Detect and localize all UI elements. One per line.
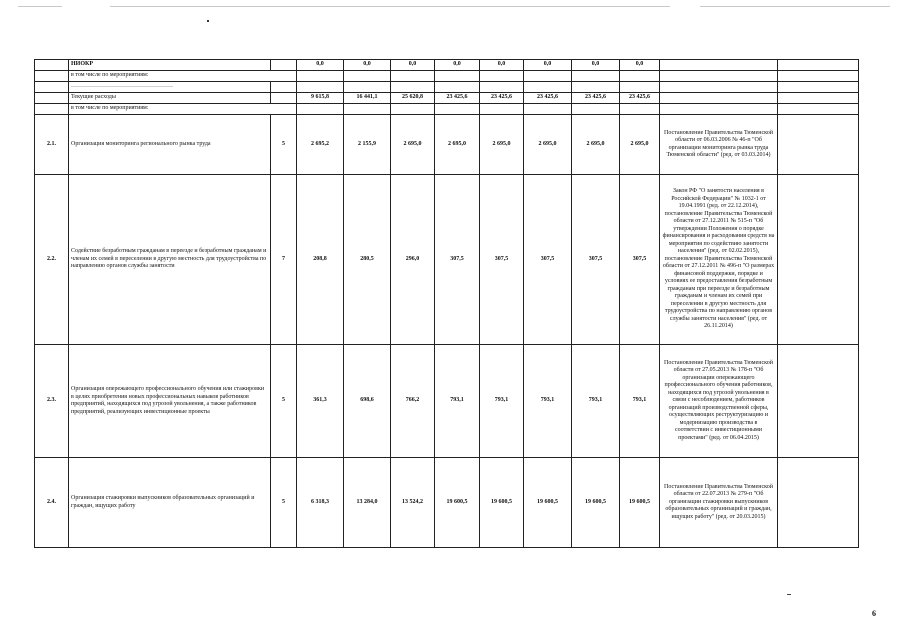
value-cell: 793,1 [572, 345, 620, 458]
value-cell: 19 600,5 [524, 458, 572, 548]
value-cell [391, 82, 435, 93]
value-cell: 307,5 [572, 175, 620, 345]
value-cell: 23 425,6 [620, 93, 660, 104]
row-label: в том числе по мероприятиям: [69, 104, 297, 115]
cell-extra [778, 71, 859, 82]
row-label: НИОКР [69, 60, 271, 71]
row-code: 7 [271, 175, 297, 345]
cell-extra [778, 175, 859, 345]
value-cell: 307,5 [435, 175, 480, 345]
scan-mark [787, 594, 791, 595]
value-cell [435, 104, 480, 115]
value-cell [391, 71, 435, 82]
value-cell: 25 620,8 [391, 93, 435, 104]
cell-ref [660, 71, 778, 82]
value-cell: 19 600,5 [572, 458, 620, 548]
value-cell: 0,0 [297, 60, 344, 71]
table-row-niokr [35, 60, 859, 71]
value-cell: 23 425,6 [480, 93, 524, 104]
row-label: Организация мониторинга регионального рынка труда [69, 115, 271, 175]
value-cell: 307,5 [480, 175, 524, 345]
cell-extra [778, 458, 859, 548]
cell-idx [35, 93, 69, 104]
value-cell: 361,3 [297, 345, 344, 458]
cell-idx [35, 104, 69, 115]
value-cell: 2 695,2 [297, 115, 344, 175]
value-cell: 9 615,8 [297, 93, 344, 104]
value-cell [572, 104, 620, 115]
value-cell [620, 104, 660, 115]
row-label: Организация опережающего профессионального обучения или стажировки в целях приобретения новых профессиональных навыков работников предприятий, находящихся под угрозой увольнения, а также работников предприятий, реализующих инвестиционные проекты [69, 345, 271, 458]
cell-code [271, 93, 297, 104]
value-cell: 2 695,0 [391, 115, 435, 175]
value-cell: 23 425,6 [435, 93, 480, 104]
row-code: 5 [271, 458, 297, 548]
cell-extra [778, 345, 859, 458]
value-cell: 2 155,9 [344, 115, 391, 175]
cell-ref [660, 93, 778, 104]
value-cell: 2 695,0 [572, 115, 620, 175]
value-cell [480, 71, 524, 82]
value-cell [435, 71, 480, 82]
scan-speck [207, 20, 209, 22]
value-cell [391, 104, 435, 115]
value-cell: 19 600,5 [435, 458, 480, 548]
cell-idx [35, 82, 69, 93]
value-cell: 13 284,0 [344, 458, 391, 548]
value-cell [524, 104, 572, 115]
row-index: 2.1. [35, 115, 69, 175]
value-cell: 23 425,6 [572, 93, 620, 104]
table-row-2-2 [35, 175, 859, 345]
table-row-2-1 [35, 115, 859, 175]
value-cell: 2 695,0 [480, 115, 524, 175]
legal-basis: Постановление Правительства Тюменской области от 27.05.2013 № 178-п "Об организации опережающего профессионального обучения работников, находящихся под угрозой увольнения в связи с несоблюдением, работников организаций производственной сферы, осуществляющих реструктуризацию и модернизацию производства в соответствии с инвестиционными проектами" (ред. от 06.04.2015) [660, 345, 778, 458]
row-code: 5 [271, 115, 297, 175]
cell-code [271, 82, 297, 93]
value-cell: 766,2 [391, 345, 435, 458]
table-row-2-4 [35, 458, 859, 548]
cell-idx [35, 71, 69, 82]
table-row-dots [35, 82, 859, 93]
value-cell [480, 82, 524, 93]
row-label: …………………………………………… [69, 82, 271, 93]
cell-ref [660, 104, 778, 115]
value-cell: 2 695,0 [524, 115, 572, 175]
value-cell: 698,6 [344, 345, 391, 458]
value-cell [620, 82, 660, 93]
cell-code [271, 60, 297, 71]
value-cell [297, 71, 344, 82]
value-cell [480, 104, 524, 115]
value-cell: 19 600,5 [620, 458, 660, 548]
value-cell [572, 71, 620, 82]
value-cell [344, 82, 391, 93]
row-index: 2.4. [35, 458, 69, 548]
row-label: Содействие безработным гражданам в переезде и безработным гражданам и членам их семей в переселении в другую местность для трудоустройства по направлению органов службы занятости [69, 175, 271, 345]
value-cell [620, 71, 660, 82]
value-cell: 2 695,0 [620, 115, 660, 175]
value-cell: 0,0 [435, 60, 480, 71]
table-row-incl [35, 71, 859, 82]
cell-extra [778, 93, 859, 104]
value-cell [344, 71, 391, 82]
program-table [34, 59, 859, 548]
cell-extra [778, 104, 859, 115]
top-rule-right [700, 6, 890, 7]
top-rule-left [18, 6, 62, 7]
value-cell: 793,1 [620, 345, 660, 458]
value-cell: 13 524,2 [391, 458, 435, 548]
value-cell: 307,5 [620, 175, 660, 345]
value-cell [435, 82, 480, 93]
value-cell: 307,5 [524, 175, 572, 345]
row-index: 2.3. [35, 345, 69, 458]
value-cell: 2 695,0 [435, 115, 480, 175]
cell-ref [660, 82, 778, 93]
value-cell: 793,1 [480, 345, 524, 458]
cell-extra [778, 82, 859, 93]
legal-basis: Закон РФ "О занятости населения в Российской Федерации" № 1032-1 от 19.04.1991 (ред. от 22.12.2014), постановление Правительства Тюменской области от 27.12.2011 № 515-п "Об утверждении Положения о порядке финансирования и расходования средств на мероприятия по содействию занятости населения" (ред. от 02.02.2015), постановление Правительства Тюменской области от 27.12.2011 № 496-п "О размерах финансовой поддержки, порядке и условиях ее предоставления безработным гражданам при переезде и безработным гражданам и членам их семей при переселении в другую местность для трудоустройства по направлению органов службы занятости населения" (ред. от 26.11.2014) [660, 175, 778, 345]
value-cell: 23 425,6 [524, 93, 572, 104]
page-number: 6 [872, 609, 876, 618]
value-cell: 296,0 [391, 175, 435, 345]
value-cell [524, 71, 572, 82]
value-cell [572, 82, 620, 93]
value-cell: 208,8 [297, 175, 344, 345]
cell-ref [660, 60, 778, 71]
value-cell: 6 318,3 [297, 458, 344, 548]
row-label: в том числе по мероприятиям: [69, 71, 297, 82]
value-cell: 0,0 [344, 60, 391, 71]
value-cell [297, 82, 344, 93]
value-cell: 0,0 [620, 60, 660, 71]
value-cell: 16 441,1 [344, 93, 391, 104]
value-cell [524, 82, 572, 93]
table-row-incl [35, 104, 859, 115]
value-cell: 0,0 [572, 60, 620, 71]
value-cell [344, 104, 391, 115]
legal-basis: Постановление Правительства Тюменской области от 06.03.2006 № 46-п "Об организации мониторинга рынка труда Тюменской области" (ред. от 03.03.2014) [660, 115, 778, 175]
value-cell: 793,1 [524, 345, 572, 458]
cell-extra [778, 115, 859, 175]
value-cell: 0,0 [480, 60, 524, 71]
value-cell: 793,1 [435, 345, 480, 458]
value-cell: 0,0 [524, 60, 572, 71]
value-cell: 0,0 [391, 60, 435, 71]
row-label: Текущие расходы [69, 93, 271, 104]
row-code: 5 [271, 345, 297, 458]
table-row-2-3 [35, 345, 859, 458]
cell-extra [778, 60, 859, 71]
top-rule-middle [110, 6, 670, 7]
row-label: Организация стажировки выпускников образовательных организаций и граждан, ищущих работу [69, 458, 271, 548]
legal-basis: Постановление Правительства Тюменской области от 22.07.2013 № 279-п "Об организации стажировки выпускников образовательных организаций и граждан, ищущих работу" (ред. от 20.03.2015) [660, 458, 778, 548]
value-cell [297, 104, 344, 115]
cell-idx [35, 60, 69, 71]
table-row-current [35, 93, 859, 104]
row-index: 2.2. [35, 175, 69, 345]
value-cell: 19 600,5 [480, 458, 524, 548]
value-cell: 280,5 [344, 175, 391, 345]
